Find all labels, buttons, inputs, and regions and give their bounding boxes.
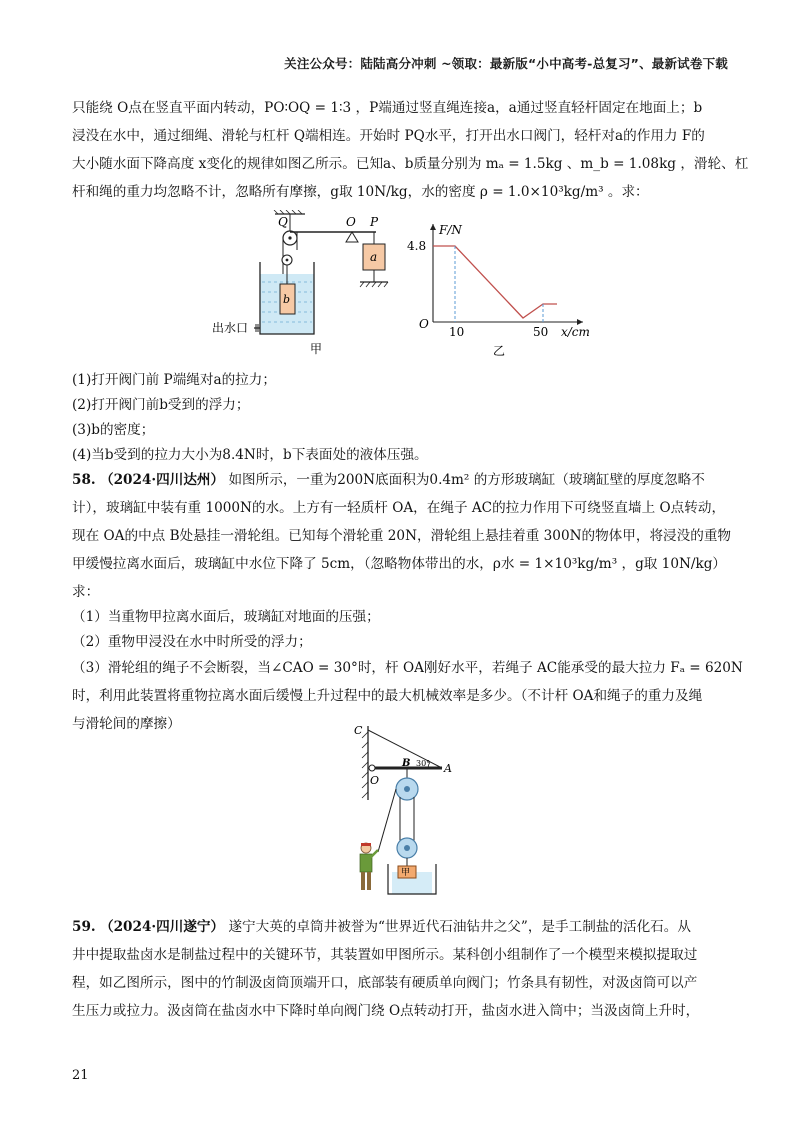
q58-line-5: 求： [72,584,100,600]
q57-item-1: (1)打开阀门前 P端绳对a的拉力； [72,372,276,388]
label-jia: 甲 [401,868,411,878]
q58-line-2: 计），玻璃缸中装有重 1000N的水。上方有一轻质杆 OA，在绳子 AC的拉力作用下可绕竖直墙上 O点转动， [72,500,726,516]
q58-text-1: 如图所示，一重为200N底面积为0.4m² 的方形玻璃缸（玻璃缸壁的厚度忽略不 [228,472,705,488]
label-a: A [444,762,452,775]
q58-line-3: 现在 OA的中点 B处悬挂一滑轮组。已知每个滑轮重 20N，滑轮组上悬挂着重 300N的物体甲，将浸没的重物 [72,528,732,544]
page-number: 21 [72,1068,89,1083]
page-header: 关注公众号：陆陆高分冲刺 ~领取：最新版“小中高考-总复习”、最新试卷下载 [284,56,728,71]
q57-item-2: (2)打开阀门前b受到的浮力； [72,397,250,413]
q59-line-1 [72,915,691,935]
caption-yi: 乙 [493,344,506,358]
q58-number: 58. [72,472,96,488]
lever-pulley-diagram [210,210,400,360]
label-angle: 30° [416,759,431,768]
q57-intro-line-3: 大小随水面下降高度 x变化的规律如图乙所示。已知a、b质量分别为 mₐ = 1.5kg 、m_b = 1.08kg ，滑轮、杠 [72,156,749,172]
caption-jia: 甲 [310,342,323,356]
pulley-system-diagram [340,722,470,897]
origin-label: O [419,317,429,331]
label-a: a [370,250,378,264]
q58-item-3-line-1: （3）滑轮组的绳子不会断裂，当∠CAO = 30°时，杆 OA刚好水平，若绳子 AC能承受的最大拉力 Fₐ = 620N [72,660,743,676]
q58-item-1: （1）当重物甲拉离水面后，玻璃缸对地面的压强； [72,609,380,625]
q59-line-3: 程，如乙图所示，图中的竹制汲卤筒顶端开口，底部装有硬质单向阀门；竹条具有韧性，对汲卤筒可以产 [72,975,698,991]
fulcrum [346,232,358,242]
force-depth-graph [405,218,605,360]
q58-line-4: 甲缓慢拉离水面后，玻璃缸中水位下降了 5cm，（忽略物体带出的水，ρ水 = 1×10³kg/m³ ，g取 10N/kg） [72,556,726,572]
q57-intro-line-2: 浸没在水中，通过细绳、滑轮与杠杆 Q端相连。开始时 PQ水平，打开出水口阀门，轻杆对a的作用力 F的 [72,128,705,144]
x-tick-10: 10 [449,325,465,339]
label-c: C [354,724,363,737]
q59-text-1: 遂宁大英的卓筒井被誉为“世界近代石油钻井之父”，是手工制盐的活化石。从 [228,919,691,935]
y-label: F/N [439,223,462,237]
label-outlet: 出水口 [212,321,249,335]
q58-item-2: （2）重物甲浸没在水中时所受的浮力； [72,634,312,650]
q57-item-3: (3)b的密度； [72,422,155,438]
q58-source: （2024·四川达州） [99,472,225,488]
label-b: b [283,293,291,306]
q58-item-3-line-3: 与滑轮间的摩擦） [72,716,181,732]
q59-line-2: 井中提取盐卤水是制盐过程中的关键环节，其装置如甲图所示。某科创小组制作了一个模型来模拟提取过 [72,947,698,963]
y-tick-4-8: 4.8 [407,239,427,253]
q57-figure-jia [210,210,400,360]
q58-figure [340,722,470,897]
q57-intro-line-1: 只能绕 O点在竖直平面内转动，PO∶OQ = 1∶3 ，P端通过竖直绳连接a，a通过竖直轻杆固定在地面上；b [72,100,703,116]
x-label: x/cm [561,325,590,339]
q59-source: （2024·四川遂宁） [99,919,225,935]
label-o: O [370,774,380,787]
label-q: Q [278,215,288,229]
label-b: B [402,758,411,769]
q58-item-3-line-2: 时，利用此装置将重物拉离水面后缓慢上升过程中的最大机械效率是多少。（不计杆 OA和绳子的重力及绳 [72,688,703,704]
q58-line-1 [72,468,705,488]
q57-intro-line-4: 杆和绳的重力均忽略不计，忽略所有摩擦，g取 10N/kg，水的密度 ρ = 1.0×10³kg/m³ 。求： [72,184,649,200]
label-p: P [370,215,379,229]
q59-line-4: 生压力或拉力。汲卤筒在盐卤水中下降时单向阀门绕 O点转动打开，盐卤水进入筒中；当汲卤筒上升时， [72,1003,700,1019]
q57-figure-yi [405,218,605,360]
label-o: O [346,215,356,229]
q59-number: 59. [72,919,96,935]
q57-item-4: (4)当b受到的拉力大小为8.4N时，b下表面处的液体压强。 [72,447,428,463]
force-curve [433,246,557,318]
x-tick-50: 50 [533,325,549,339]
